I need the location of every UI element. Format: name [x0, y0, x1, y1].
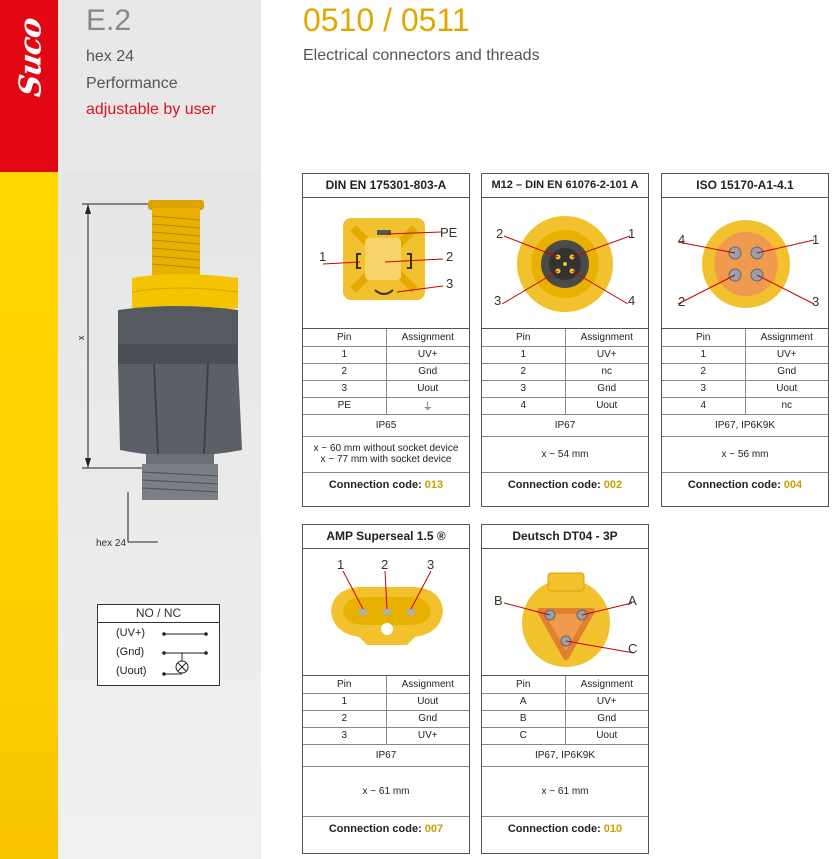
connector-card-m12: [481, 173, 649, 507]
pin-header: Pin: [482, 676, 565, 693]
table-row: 1 UV+: [303, 346, 469, 363]
table-row: 1 Uout: [303, 693, 469, 710]
pin-label: 3: [494, 293, 502, 308]
connector-card-amp: [302, 524, 470, 854]
connector-drawing: [303, 549, 469, 676]
pin-label: 2: [381, 557, 389, 572]
pin-label: 4: [628, 293, 636, 308]
pin-label: A: [628, 593, 637, 608]
table-row: 3 Uout: [662, 380, 828, 397]
protection-class: IP67: [303, 745, 469, 767]
switch-symbol-icon: [160, 625, 220, 685]
assignment-header: Assignment: [386, 329, 469, 346]
table-row: A UV+: [482, 693, 648, 710]
pin-label: 1: [628, 226, 636, 241]
protection-class: IP67, IP6K9K: [482, 745, 648, 767]
pin-table: [303, 676, 469, 745]
dimension-x-label: x: [76, 335, 86, 340]
assignment-header: Assignment: [386, 676, 469, 693]
pin-header: Pin: [303, 676, 386, 693]
dimension-info: x ~ 54 mm: [482, 437, 648, 473]
assignment-header: Assignment: [565, 329, 648, 346]
connector-title: DIN EN 175301-803-A: [303, 174, 469, 198]
table-row: 4 Uout: [482, 397, 648, 414]
suco-logo: Suco: [13, 16, 49, 99]
dimension-info: x ~ 61 mm: [303, 767, 469, 817]
table-row: 4 nc: [662, 397, 828, 414]
connection-code: Connection code: 013: [328, 478, 444, 491]
dimension-info: x ~ 56 mm: [662, 437, 828, 473]
connector-title: ISO 15170-A1-4.1: [662, 174, 828, 198]
connection-code: Connection code: 007: [328, 822, 444, 835]
table-row: 2 Gnd: [303, 363, 469, 380]
pin-label: PE: [440, 225, 458, 240]
connection-code: Connection code: 002: [507, 478, 623, 491]
table-row: 3 Uout: [303, 380, 469, 397]
connector-drawing: [482, 198, 648, 329]
connection-code: Connection code: 004: [687, 478, 803, 491]
adjustable-label: adjustable by user: [86, 101, 216, 118]
switch-row: (Uout): [116, 665, 147, 677]
pin-label: 3: [812, 294, 820, 309]
table-row: PE ⏚: [303, 397, 469, 414]
pin-label: 1: [337, 557, 345, 572]
switch-diagram: [97, 604, 220, 686]
pin-label: 2: [496, 226, 504, 241]
connector-drawing: [303, 198, 469, 329]
connector-card-din: [302, 173, 470, 507]
dimension-info: x ~ 61 mm: [482, 767, 648, 817]
hex-dimension-label: hex 24: [96, 538, 127, 549]
pin-table: [482, 329, 648, 415]
table-row: 2 Gnd: [662, 363, 828, 380]
table-row: 2 Gnd: [303, 710, 469, 727]
table-row: 3 Gnd: [482, 380, 648, 397]
table-row: 3 UV+: [303, 727, 469, 744]
pin-label: 4: [678, 232, 686, 247]
switch-row: (Gnd): [116, 646, 145, 658]
pressure-switch-image: [62, 192, 262, 552]
pin-label: 1: [319, 249, 327, 264]
connector-title: Deutsch DT04 - 3P: [482, 525, 648, 549]
connection-code: Connection code: 010: [507, 822, 623, 835]
hex-size: hex 24: [86, 48, 135, 65]
connector-title: M12 – DIN EN 61076-2-101 A: [482, 174, 648, 198]
assignment-header: Assignment: [565, 676, 648, 693]
table-row: B Gnd: [482, 710, 648, 727]
protection-class: IP65: [303, 415, 469, 437]
connector-drawing: [482, 549, 648, 676]
pin-label: 3: [446, 276, 454, 291]
connector-card-iso: [661, 173, 829, 507]
pin-header: Pin: [303, 329, 386, 346]
brand-strip-yellow: [0, 172, 58, 859]
assignment-header: Assignment: [745, 329, 828, 346]
table-row: C Uout: [482, 727, 648, 744]
pin-header: Pin: [662, 329, 745, 346]
page-title: 0510 / 0511: [303, 2, 470, 38]
pin-label: 1: [812, 232, 820, 247]
connector-card-deutsch: [481, 524, 649, 854]
pin-table: [303, 329, 469, 415]
dimension-info: x ~ 60 mm without socket device x ~ 77 mm with socket device: [303, 437, 469, 473]
pin-header: Pin: [482, 329, 565, 346]
table-row: 1 UV+: [662, 346, 828, 363]
protection-class: IP67: [482, 415, 648, 437]
connector-title: AMP Superseal 1.5 ®: [303, 525, 469, 549]
connector-drawing: [662, 198, 828, 329]
pin-label: B: [494, 593, 503, 608]
protection-class: IP67, IP6K9K: [662, 415, 828, 437]
pin-label: 3: [427, 557, 435, 572]
pin-label: C: [628, 641, 638, 656]
page-subtitle: Electrical connectors and threads: [303, 47, 540, 64]
series-code: E.2: [86, 4, 132, 37]
performance-label: Performance: [86, 75, 178, 92]
switch-title: NO / NC: [98, 605, 219, 623]
ground-icon: ⏚: [386, 397, 469, 414]
pin-table: [662, 329, 828, 415]
pin-table: [482, 676, 648, 745]
table-row: 2 nc: [482, 363, 648, 380]
pin-label: 2: [678, 294, 686, 309]
table-row: 1 UV+: [482, 346, 648, 363]
pin-label: 2: [446, 249, 454, 264]
switch-row: (UV+): [116, 627, 146, 639]
